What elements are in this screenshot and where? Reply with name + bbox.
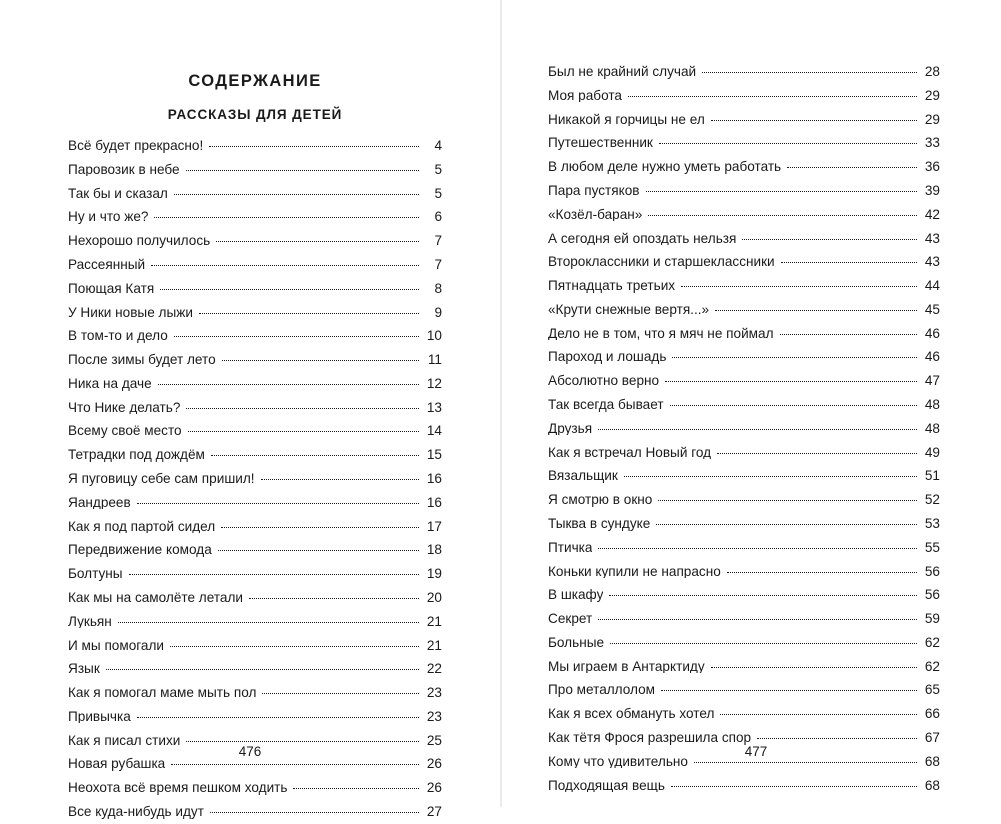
toc-leader-dots	[742, 239, 917, 240]
toc-entry-title: Так бы и сказал	[68, 186, 168, 201]
toc-entry-title: «Козёл-баран»	[548, 207, 643, 222]
toc-entry[interactable]	[68, 300, 442, 324]
toc-entry[interactable]	[68, 467, 442, 491]
toc-entry[interactable]	[68, 776, 442, 800]
toc-entry[interactable]	[68, 443, 442, 467]
toc-entry[interactable]	[548, 583, 940, 607]
toc-entry-title: Как я помогал маме мыть пол	[68, 686, 257, 700]
toc-entry-title: Коньки купили не напрасно	[548, 564, 721, 579]
toc-entry-page: 11	[427, 352, 442, 368]
toc-entry-title: Всё будет прекрасно!	[68, 139, 204, 153]
toc-entry-title: Болтуны	[68, 567, 123, 581]
toc-leader-dots	[222, 360, 419, 361]
toc-entry-title: Путешественник	[548, 136, 653, 151]
toc-entry-title: И мы помогали	[68, 638, 165, 653]
toc-entry-page: 28	[924, 64, 940, 80]
toc-entry-page: 52	[924, 492, 940, 508]
toc-leader-dots	[221, 527, 419, 528]
page-title: СОДЕРЖАНИЕ	[188, 72, 322, 90]
toc-leader-dots	[137, 503, 419, 504]
toc-entry-title: Секрет	[548, 612, 593, 626]
toc-leader-dots	[715, 310, 917, 311]
toc-entry-title: В том-то и дело	[68, 329, 168, 343]
toc-entry-title: Как мы на самолёте летали	[68, 590, 244, 605]
toc-entry[interactable]	[68, 253, 442, 277]
toc-leader-dots	[624, 476, 917, 477]
toc-entry-title: Ну и что же?	[68, 210, 149, 225]
toc-leader-dots	[648, 215, 917, 216]
toc-entry-title: Подходящая вещь	[548, 778, 665, 793]
toc-entry-page: 16	[426, 494, 442, 510]
toc-entry-title: Моя работа	[548, 88, 622, 103]
toc-leader-dots	[717, 453, 917, 454]
toc-entry[interactable]	[548, 655, 940, 679]
toc-entry-page: 7	[434, 233, 442, 249]
toc-entry[interactable]	[548, 250, 940, 274]
toc-entry-page: 18	[426, 542, 442, 558]
toc-entry[interactable]	[548, 464, 940, 488]
toc-leader-dots	[702, 72, 917, 73]
toc-entry[interactable]	[548, 84, 940, 108]
toc-entry[interactable]	[548, 702, 940, 726]
toc-entry[interactable]	[68, 586, 442, 610]
toc-entry-page: 39	[924, 183, 940, 198]
toc-entry[interactable]	[548, 773, 940, 797]
toc-entry-page: 19	[426, 566, 442, 582]
toc-leader-dots	[681, 286, 917, 287]
toc-leader-dots	[170, 646, 419, 647]
toc-entry[interactable]	[68, 396, 442, 420]
toc-entry[interactable]	[68, 134, 442, 158]
toc-entry-page: 14	[426, 423, 442, 439]
toc-leader-dots	[787, 167, 917, 168]
toc-entry-title: Никакой я горчицы не ел	[548, 112, 705, 127]
toc-list-right	[548, 60, 940, 797]
toc-entry[interactable]	[548, 298, 940, 322]
toc-entry-page: 43	[924, 230, 940, 246]
toc-entry-page: 13	[426, 399, 442, 415]
toc-entry-page: 68	[924, 753, 940, 769]
toc-entry-title: Пятнадцать третьих	[548, 279, 676, 293]
toc-entry-title: А сегодня ей опоздать нельзя	[548, 231, 737, 246]
toc-leader-dots	[154, 217, 419, 218]
toc-entry-page: 45	[924, 301, 940, 317]
toc-leader-dots	[174, 194, 419, 195]
toc-entry[interactable]	[548, 417, 940, 441]
toc-entry[interactable]	[548, 631, 940, 655]
toc-entry-title: Новая рубашка	[68, 757, 166, 771]
toc-entry[interactable]	[68, 324, 442, 348]
toc-entry-page: 65	[924, 682, 940, 698]
toc-entry-title: Дело не в том, что я мяч не поймал	[548, 326, 774, 341]
toc-entry-page: 21	[426, 637, 442, 653]
toc-entry-title: Пароход и лошадь	[548, 350, 667, 365]
toc-entry-title: Как я встречал Новый год	[548, 445, 712, 460]
toc-leader-dots	[211, 455, 419, 456]
toc-entry-title: Как я всех обмануть хотел	[548, 707, 715, 721]
toc-entry-page: 4	[434, 138, 442, 154]
toc-leader-dots	[598, 429, 917, 430]
toc-entry-title: Про металлолом	[548, 683, 656, 697]
toc-entry[interactable]	[68, 610, 442, 634]
toc-entry-page: 48	[924, 397, 940, 413]
toc-entry-title: Птичка	[548, 540, 593, 555]
toc-leader-dots	[129, 574, 419, 575]
toc-entry[interactable]	[548, 108, 940, 132]
toc-entry-page: 5	[434, 185, 442, 201]
toc-entry[interactable]	[68, 515, 442, 539]
toc-leader-dots	[199, 313, 419, 314]
toc-entry-title: Что Нике делать?	[68, 400, 181, 415]
toc-entry-page: 27	[426, 803, 442, 819]
toc-entry-title: Я пуговицу себе сам пришил!	[68, 472, 255, 486]
toc-entry-page: 26	[426, 780, 442, 796]
toc-entry-title: Яандреев	[68, 495, 131, 510]
toc-entry-title: Второклассники и старшеклассники	[548, 255, 775, 269]
toc-leader-dots	[186, 408, 419, 409]
toc-entry-page: 7	[434, 257, 442, 272]
toc-entry[interactable]	[68, 229, 442, 253]
toc-leader-dots	[628, 96, 917, 97]
page-number-right: 477	[744, 744, 768, 759]
toc-leader-dots	[598, 548, 917, 549]
toc-entry-title: У Ники новые лыжи	[68, 305, 193, 320]
toc-entry-title: Абсолютно верно	[548, 374, 660, 388]
toc-entry-title: Рассеянный	[68, 258, 146, 272]
toc-entry-title: Неохота всё время пешком ходить	[68, 781, 288, 795]
toc-leader-dots	[262, 693, 419, 694]
toc-entry-title: Нехорошо получилось	[68, 234, 211, 248]
toc-leader-dots	[293, 788, 419, 789]
toc-entry-page: 67	[924, 729, 940, 745]
toc-entry-title: Паровозик в небе	[68, 162, 180, 177]
toc-entry-title: Мы играем в Антарктиду	[548, 659, 705, 674]
toc-entry-page: 9	[434, 304, 442, 320]
toc-entry-page: 23	[426, 708, 442, 724]
toc-leader-dots	[106, 669, 419, 670]
toc-entry-page: 49	[924, 444, 940, 460]
toc-leader-dots	[780, 334, 917, 335]
toc-entry-page: 53	[924, 515, 940, 531]
toc-entry[interactable]	[548, 369, 940, 393]
toc-list-left	[68, 134, 442, 824]
toc-entry-page: 21	[426, 613, 442, 629]
toc-leader-dots	[174, 336, 419, 337]
toc-entry-title: Как тётя Фрося разрешила спор	[548, 730, 752, 745]
toc-entry[interactable]	[68, 158, 442, 182]
toc-leader-dots	[658, 500, 917, 501]
toc-leader-dots	[171, 764, 419, 765]
toc-leader-dots	[137, 717, 419, 718]
toc-entry-title: Больные	[548, 635, 605, 650]
toc-entry-title: Лукьян	[68, 614, 112, 629]
toc-leader-dots	[711, 120, 917, 121]
toc-leader-dots	[711, 667, 917, 668]
page-number-left: 476	[238, 744, 262, 759]
toc-leader-dots	[151, 265, 419, 266]
book-gutter	[500, 0, 502, 807]
toc-leader-dots	[210, 812, 419, 813]
toc-entry-page: 62	[924, 634, 940, 650]
toc-entry-page: 22	[426, 661, 442, 677]
toc-entry[interactable]	[548, 488, 940, 512]
toc-entry[interactable]	[548, 393, 940, 417]
toc-entry-page: 55	[924, 539, 940, 555]
toc-leader-dots	[694, 762, 917, 763]
toc-entry-page: 20	[426, 589, 442, 605]
toc-leader-dots	[661, 690, 917, 691]
toc-entry[interactable]	[548, 155, 940, 179]
toc-leader-dots	[186, 170, 419, 171]
toc-entry-title: Тетрадки под дождём	[68, 448, 205, 462]
toc-entry-page: 23	[426, 685, 442, 701]
toc-entry-page: 29	[924, 111, 940, 127]
toc-leader-dots	[646, 191, 918, 192]
toc-leader-dots	[659, 143, 917, 144]
toc-leader-dots	[670, 405, 917, 406]
toc-entry[interactable]	[548, 322, 940, 346]
toc-entry-page: 5	[434, 161, 442, 177]
toc-entry-page: 46	[924, 349, 940, 365]
toc-entry-page: 6	[434, 209, 442, 225]
toc-entry-title: Поющая Катя	[68, 281, 155, 296]
toc-entry-page: 56	[924, 587, 940, 603]
toc-leader-dots	[218, 550, 419, 551]
toc-entry[interactable]	[68, 538, 442, 562]
toc-entry[interactable]	[68, 705, 442, 729]
toc-entry-page: 15	[426, 447, 442, 463]
toc-entry[interactable]	[68, 205, 442, 229]
toc-entry-page: 47	[924, 373, 940, 389]
toc-entry-title: Ника на даче	[68, 376, 152, 391]
toc-entry-page: 42	[924, 206, 940, 222]
toc-leader-dots	[598, 619, 917, 620]
toc-entry[interactable]	[68, 182, 442, 206]
toc-entry-title: Был не крайний случай	[548, 65, 697, 79]
toc-leader-dots	[656, 524, 917, 525]
toc-entry-page: 68	[924, 777, 940, 793]
toc-entry-title: Так всегда бывает	[548, 398, 664, 412]
toc-entry-page: 43	[924, 254, 940, 270]
toc-entry-title: «Крути снежные вертя...»	[548, 302, 710, 317]
toc-entry-title: Всему своё место	[68, 424, 182, 439]
toc-entry[interactable]	[548, 203, 940, 227]
toc-entry[interactable]	[548, 60, 940, 84]
right-page	[500, 0, 1000, 807]
toc-entry[interactable]	[548, 179, 940, 203]
toc-leader-dots	[757, 738, 917, 739]
toc-entry[interactable]	[68, 681, 442, 705]
toc-entry-title: Тыква в сундуке	[548, 516, 651, 531]
toc-entry[interactable]	[68, 657, 442, 681]
toc-entry-page: 62	[924, 658, 940, 674]
section-heading: РАССКАЗЫ ДЛЯ ДЕТЕЙ	[167, 107, 343, 122]
toc-entry-title: Язык	[68, 662, 100, 676]
left-page	[0, 0, 500, 819]
toc-leader-dots	[188, 431, 419, 432]
toc-entry-page: 56	[924, 563, 940, 579]
toc-leader-dots	[781, 262, 917, 263]
toc-leader-dots	[727, 572, 917, 573]
toc-leader-dots	[672, 357, 917, 358]
toc-entry[interactable]	[68, 372, 442, 396]
toc-entry-title: Как я под партой сидел	[68, 519, 216, 534]
toc-entry-title: В шкафу	[548, 588, 604, 602]
toc-entry[interactable]	[68, 277, 442, 301]
toc-entry-page: 48	[924, 420, 940, 436]
toc-entry[interactable]	[548, 441, 940, 465]
toc-entry-title: Как я писал стихи	[68, 733, 181, 748]
toc-entry[interactable]	[548, 345, 940, 369]
toc-entry-title: После зимы будет лето	[68, 353, 216, 367]
toc-entry-page: 8	[434, 280, 442, 296]
toc-leader-dots	[671, 786, 917, 787]
toc-entry[interactable]	[68, 800, 442, 824]
toc-leader-dots	[609, 595, 917, 596]
toc-entry-page: 10	[426, 328, 442, 344]
toc-entry-title: В любом деле нужно уметь работать	[548, 160, 782, 174]
toc-entry-title: Друзья	[548, 421, 593, 436]
toc-entry-page: 33	[924, 135, 940, 151]
toc-entry[interactable]	[548, 226, 940, 250]
toc-entry[interactable]	[68, 633, 442, 657]
toc-leader-dots	[209, 146, 419, 147]
toc-entry[interactable]	[548, 536, 940, 560]
toc-entry-title: Пара пустяков	[548, 184, 640, 198]
toc-entry[interactable]	[548, 131, 940, 155]
toc-entry[interactable]	[68, 562, 442, 586]
toc-leader-dots	[216, 241, 419, 242]
toc-entry-page: 59	[924, 611, 940, 627]
toc-entry-page: 51	[924, 468, 940, 484]
toc-entry-title: Кому что удивительно	[548, 754, 688, 769]
toc-entry[interactable]	[548, 607, 940, 631]
toc-leader-dots	[720, 714, 917, 715]
toc-entry-page: 17	[426, 518, 442, 534]
toc-entry-page: 66	[924, 706, 940, 722]
toc-leader-dots	[261, 479, 419, 480]
toc-entry-page: 25	[426, 732, 442, 748]
toc-entry[interactable]	[68, 491, 442, 515]
toc-entry[interactable]	[548, 559, 940, 583]
toc-leader-dots	[118, 622, 419, 623]
toc-leader-dots	[249, 598, 419, 599]
toc-leader-dots	[160, 289, 419, 290]
toc-entry-page: 36	[924, 159, 940, 175]
toc-entry[interactable]	[68, 419, 442, 443]
toc-leader-dots	[610, 643, 917, 644]
toc-entry-title: Вязальщик	[548, 469, 618, 483]
toc-entry-page: 46	[924, 325, 940, 341]
toc-entry[interactable]	[548, 274, 940, 298]
toc-entry-page: 12	[426, 375, 442, 391]
toc-entry[interactable]	[548, 678, 940, 702]
toc-entry[interactable]	[548, 512, 940, 536]
toc-entry-title: Я смотрю в окно	[548, 493, 653, 507]
toc-leader-dots	[186, 741, 419, 742]
toc-entry-title: Все куда-нибудь идут	[68, 804, 204, 819]
toc-entry-title: Привычка	[68, 709, 131, 724]
toc-leader-dots	[158, 384, 419, 385]
toc-leader-dots	[665, 381, 917, 382]
toc-entry[interactable]	[68, 348, 442, 372]
toc-entry-page: 16	[426, 471, 442, 487]
toc-entry-page: 29	[924, 87, 940, 103]
toc-entry-title: Передвижение комода	[68, 543, 212, 557]
toc-entry-page: 26	[426, 756, 442, 772]
toc-entry-page: 44	[924, 278, 940, 294]
